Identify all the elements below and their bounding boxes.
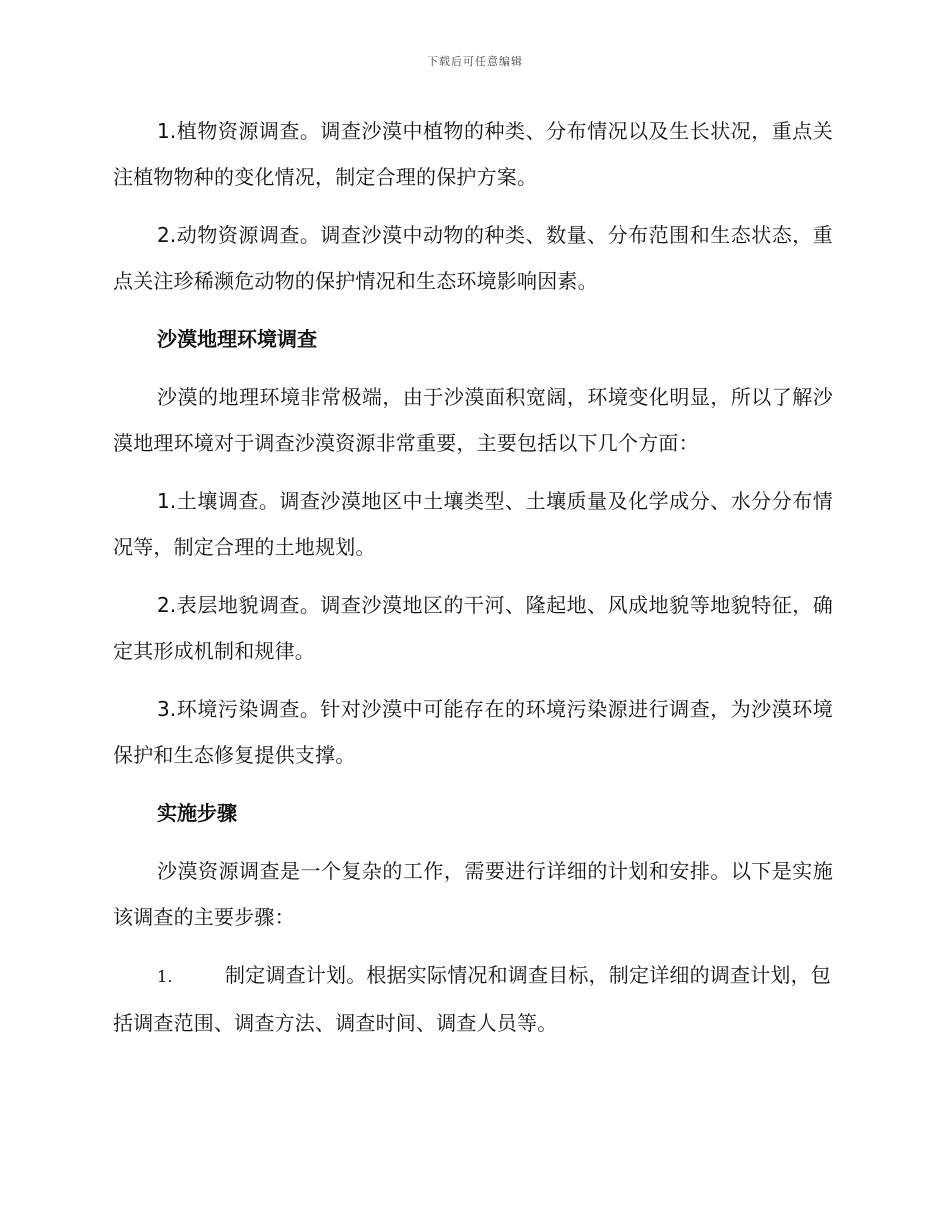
- page-header: 下载后可任意编辑: [427, 55, 523, 68]
- document-body: [113, 108, 833, 1058]
- paragraph-steps-intro: 沙漠资源调查是一个复杂的工作，需要进行详细的计划和安排。以下是实施该调查的主要步骤：: [113, 859, 833, 929]
- paragraph-soil-survey: 1.土壤调查。调查沙漠地区中土壤类型、土壤质量及化学成分、水分分布情况等，制定合理的土地规划。: [113, 489, 833, 559]
- list-item: [113, 952, 833, 1046]
- paragraph-plant-survey: 1.植物资源调查。调查沙漠中植物的种类、分布情况以及生长状况，重点关注植物物种的变化情况，制定合理的保护方案。: [113, 119, 833, 189]
- section-heading-steps: 实施步骤: [157, 801, 237, 825]
- section-heading-geography: 沙漠地理环境调查: [157, 327, 317, 351]
- list-item-number: 1.: [157, 967, 173, 986]
- paragraph-pollution-survey: 3.环境污染调查。针对沙漠中可能存在的环境污染源进行调查，为沙漠环境保护和生态修复提供支撑。: [113, 697, 833, 767]
- list-item-text: 制定调查计划。根据实际情况和调查目标，制定详细的调查计划，包括调查范围、调查方法、调查时间、调查人员等。: [113, 963, 831, 1035]
- paragraph-animal-survey: 2.动物资源调查。调查沙漠中动物的种类、数量、分布范围和生态状态，重点关注珍稀濒危动物的保护情况和生态环境影响因素。: [113, 223, 833, 293]
- paragraph-landform-survey: 2.表层地貌调查。调查沙漠地区的干河、隆起地、风成地貌等地貌特征，确定其形成机制和规律。: [113, 593, 833, 663]
- paragraph-geography-intro: 沙漠的地理环境非常极端，由于沙漠面积宽阔，环境变化明显，所以了解沙漠地理环境对于调查沙漠资源非常重要，主要包括以下几个方面：: [113, 385, 833, 455]
